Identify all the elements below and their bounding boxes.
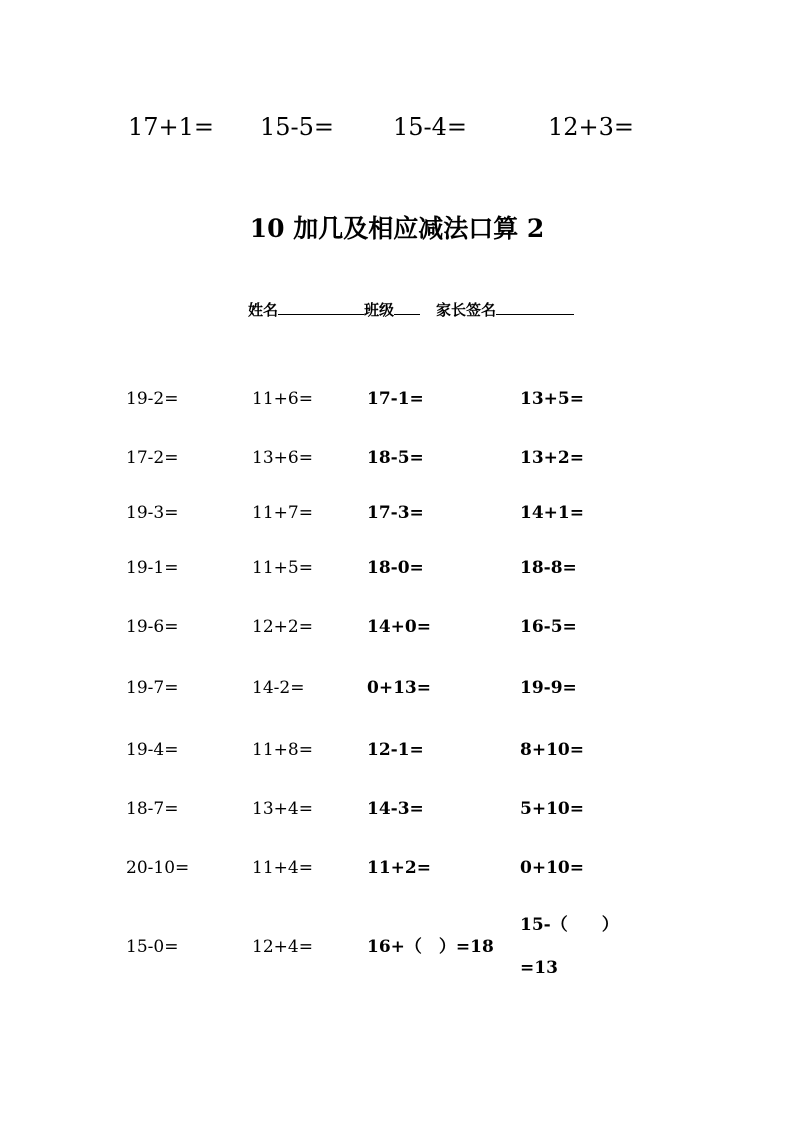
problem: 14-2= — [252, 678, 305, 698]
class-blank[interactable] — [394, 300, 420, 315]
top-row — [0, 112, 794, 146]
problem: 19-7= — [126, 678, 179, 698]
parent-signature-label: 家长签名 — [436, 301, 497, 319]
fill-blank-problem-line2: =13 — [520, 958, 558, 978]
problem: 8+10= — [520, 740, 584, 760]
problem: 19-6= — [126, 617, 179, 637]
problem-row — [0, 739, 794, 769]
problem: 18-8= — [520, 558, 577, 578]
problem: 14+1= — [520, 503, 584, 523]
problem: 0+13= — [367, 678, 431, 698]
problem: 12+2= — [252, 617, 313, 637]
problem: 11+6= — [252, 389, 313, 409]
problem: 20-10= — [126, 858, 190, 878]
name-label: 姓名 — [248, 301, 279, 319]
problem-row — [0, 677, 794, 707]
problem: 11+8= — [252, 740, 313, 760]
problem: 12+4= — [252, 937, 313, 957]
problem: 16-5= — [520, 617, 577, 637]
problem: 17-1= — [367, 389, 424, 409]
top-problem-1: 17+1= — [128, 113, 215, 141]
problem: 14-3= — [367, 799, 424, 819]
problem: 15-0= — [126, 937, 179, 957]
problem-row — [0, 798, 794, 828]
problem: 19-1= — [126, 558, 179, 578]
problem: 11+4= — [252, 858, 313, 878]
worksheet-title: 10 加几及相应减法口算 2 — [249, 214, 545, 243]
top-problem-4: 12+3= — [548, 113, 635, 141]
problem-row-last — [0, 936, 794, 966]
fill-blank-problem-line1: 15-（ ） — [520, 915, 619, 935]
problem: 19-3= — [126, 503, 179, 523]
problem: 19-4= — [126, 740, 179, 760]
problem-row — [0, 557, 794, 587]
problem: 19-2= — [126, 389, 179, 409]
top-problem-2: 15-5= — [260, 113, 335, 141]
problem: 11+5= — [252, 558, 313, 578]
problem: 17-2= — [126, 448, 179, 468]
problem: 19-9= — [520, 678, 577, 698]
problem-row — [0, 857, 794, 887]
problem-row — [0, 502, 794, 532]
problem-row — [0, 447, 794, 477]
problem-row — [0, 388, 794, 418]
problem: 0+10= — [520, 858, 584, 878]
problem: 11+7= — [252, 503, 313, 523]
name-blank[interactable] — [278, 300, 364, 315]
class-label: 班级 — [364, 301, 395, 319]
problem: 14+0= — [367, 617, 431, 637]
problem: 13+5= — [520, 389, 584, 409]
problem: 13+2= — [520, 448, 584, 468]
problem: 18-5= — [367, 448, 424, 468]
problem: 11+2= — [367, 858, 431, 878]
problem-row — [0, 616, 794, 646]
problem: 18-7= — [126, 799, 179, 819]
student-info-line — [248, 300, 574, 320]
problem: 5+10= — [520, 799, 584, 819]
fill-blank-problem: 16+（ ）=18 — [367, 937, 494, 957]
problem: 13+6= — [252, 448, 313, 468]
problem: 17-3= — [367, 503, 424, 523]
problem: 18-0= — [367, 558, 424, 578]
problem: 13+4= — [252, 799, 313, 819]
problem: 12-1= — [367, 740, 424, 760]
parent-signature-blank[interactable] — [496, 300, 574, 315]
top-problem-3: 15-4= — [393, 113, 468, 141]
